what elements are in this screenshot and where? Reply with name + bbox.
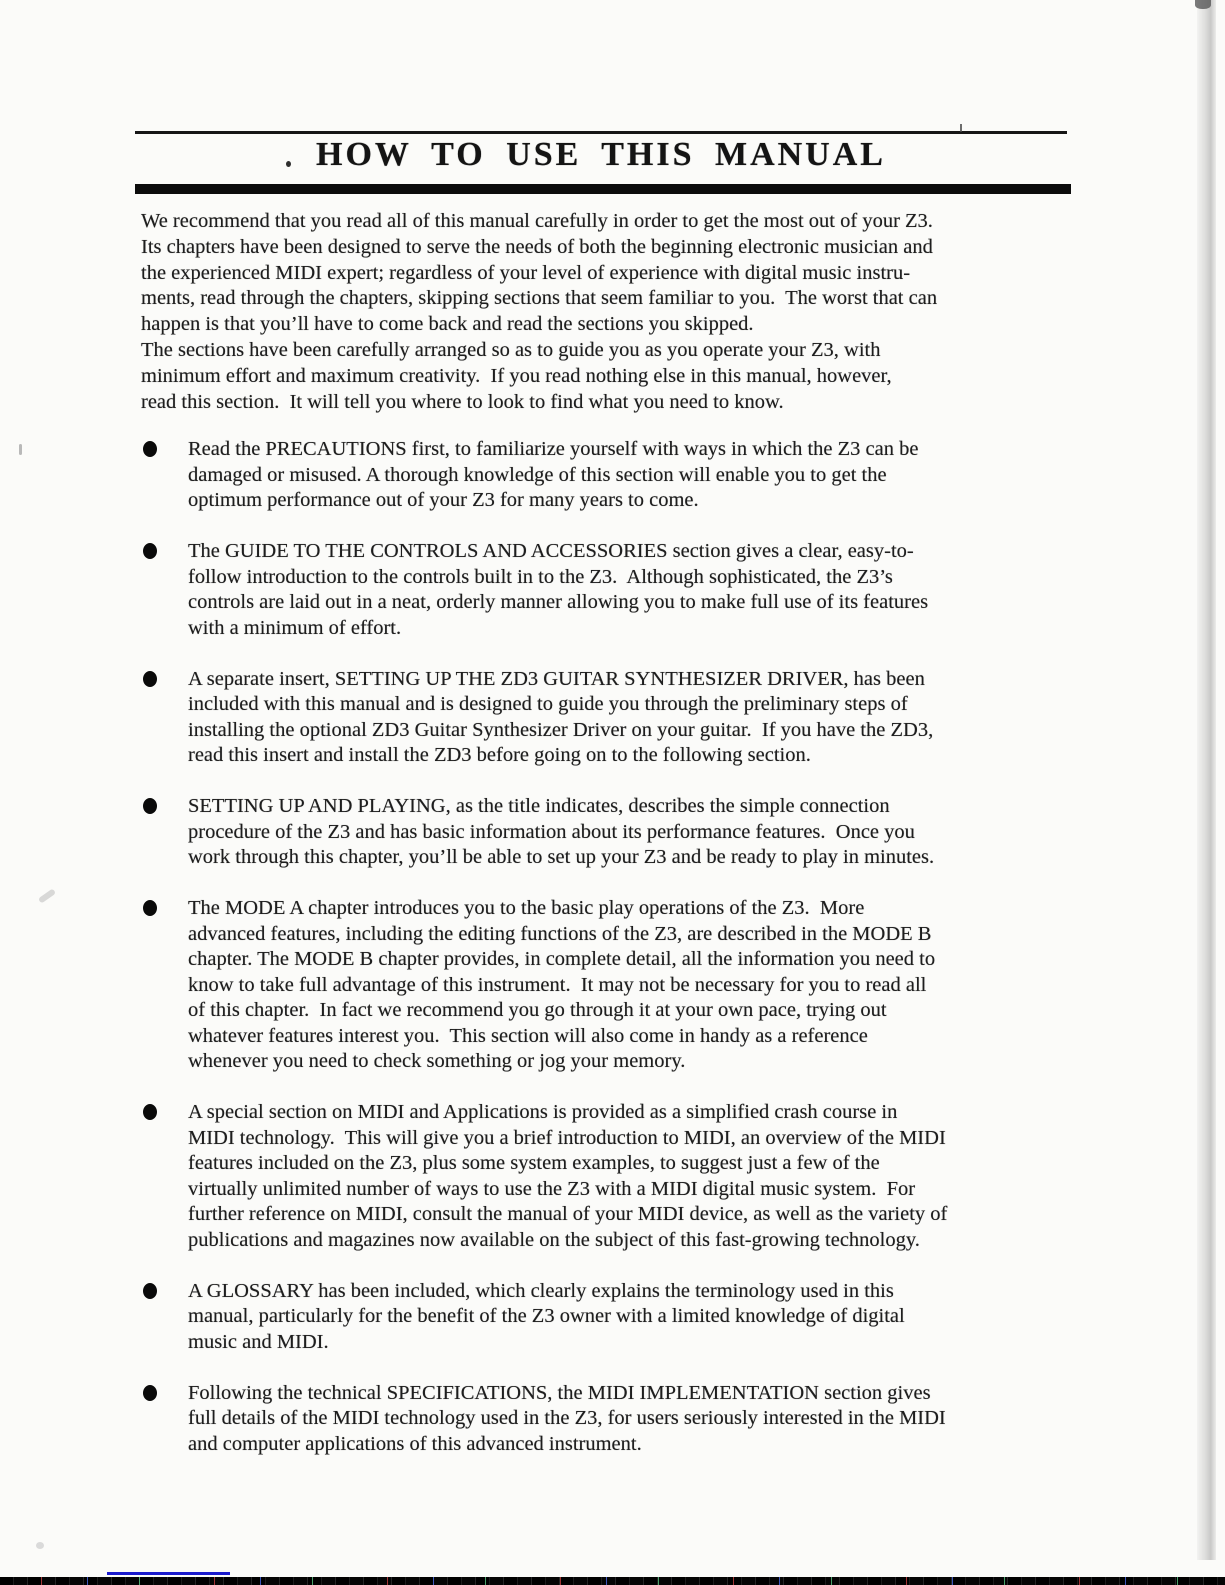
bullet-item [143,667,1103,769]
bullet-line: procedure of the Z3 and has basic information about its performance features. Once you [188,820,915,843]
page-title: HOW TO USE THIS MANUAL [316,136,886,173]
bullet-item [143,896,1103,1075]
intro-line: read this section. It will tell you where to look to find what you need to know. [141,390,784,413]
bullet-item [143,1381,1103,1458]
scan-artifact-tick [960,124,962,132]
bullet-text [188,1279,905,1356]
scan-artifact [36,1542,44,1549]
bullet-line: damaged or misused. A thorough knowledge of this section will enable you to get the [188,463,887,486]
bullet-line: The MODE A chapter introduces you to the basic play operations of the Z3. More [188,897,865,919]
bullet-item [143,794,1103,871]
intro-line: The sections have been carefully arranged so as to guide you as you operate your Z3, with [141,338,881,361]
bullet-line: and computer applications of this advanced instrument. [188,1432,642,1455]
bullet-line: whatever features interest you. This section will also come in handy as a reference [188,1024,868,1047]
bullet-text [188,1100,947,1253]
bullet-line: full details of the MIDI technology used in the Z3, for users seriously interested in the MIDI [188,1407,946,1429]
bullet-line: read this insert and install the ZD3 before going on to the following section. [188,744,811,766]
header-top-rule [135,131,1067,134]
bullet-line: Read the PRECAUTIONS first, to familiarize yourself with ways in which the Z3 can be [188,438,919,460]
bullet-line: controls are laid out in a neat, orderly manner allowing you to make full use of its features [188,591,929,613]
bullet-line: of this chapter. In fact we recommend you go through it at your own pace, trying out [188,999,887,1021]
bullet-line: A special section on MIDI and Applications is provided as a simplified crash course in [188,1101,898,1123]
bullet-line: included with this manual and is designed to guide you through the preliminary steps of [188,693,908,715]
bullet-item [143,1279,1103,1356]
scan-edge-shadow-top [1195,0,1211,9]
bullet-line: features included on the Z3, plus some system examples, to suggest just a few of the [188,1152,880,1174]
bullet-dot-icon [143,441,157,457]
scan-artifact [19,444,22,455]
bullet-dot-icon [143,1283,157,1299]
bullet-line: further reference on MIDI, consult the manual of your MIDI device, as well as the variety of [188,1203,948,1225]
bullet-line: optimum performance out of your Z3 for many years to come. [188,489,699,511]
intro-line: happen is that you’ll have to come back and read the sections you skipped. [141,313,754,336]
bullet-item [143,437,1103,514]
bullet-dot-icon [143,1104,157,1120]
bullet-item [143,1100,1103,1253]
bullet-line: installing the optional ZD3 Guitar Synthesizer Driver on your guitar. If you have the ZD3, [188,718,934,741]
bullet-line: Following the technical SPECIFICATIONS, the MIDI IMPLEMENTATION section gives [188,1381,931,1404]
intro-line: Its chapters have been designed to serve the needs of both the beginning electronic musician and [141,235,933,258]
bullet-dot-icon [143,671,157,687]
bullet-dot-icon [143,900,157,916]
bullet-text [188,794,934,871]
scan-bottom-edge-bar [0,1577,1225,1585]
bullet-line: virtually unlimited number of ways to use the Z3 with a MIDI digital music system. For [188,1177,916,1200]
intro-paragraph [141,209,1101,415]
bullet-dot-icon [143,543,157,559]
bullet-line: publications and magazines now available on the subject of this fast-growing technology. [188,1228,920,1251]
bullet-line: The GUIDE TO THE CONTROLS AND ACCESSORIES section gives a clear, easy-to- [188,540,914,562]
scan-edge-shadow [1197,0,1216,1560]
bullet-line: SETTING UP AND PLAYING, as the title indicates, describes the simple connection [188,795,890,817]
scan-artifact [38,888,56,903]
bullet-text [188,1381,946,1458]
intro-line: ments, read through the chapters, skipping sections that seem familiar to you. The worst that can [141,287,938,310]
bullet-dot-icon [143,798,157,814]
bullet-item [143,539,1103,641]
bullet-line: music and MIDI. [188,1330,329,1353]
bullet-line: whenever you need to check something or jog your memory. [188,1050,686,1072]
intro-line: minimum effort and maximum creativity. If you read nothing else in this manual, however, [141,364,892,387]
intro-line: the experienced MIDI expert; regardless of your level of experience with digital music instru- [141,261,911,284]
bullet-line: follow introduction to the controls built in to the Z3. Although sophisticated, the Z3’s [188,565,893,588]
bullet-line: A separate insert, SETTING UP THE ZD3 GUITAR SYNTHESIZER DRIVER, has been [188,667,925,690]
bullet-text [188,539,928,641]
intro-line: We recommend that you read all of this manual carefully in order to get the most out of your Z3. [141,210,933,232]
bullet-line: work through this chapter, you’ll be able to set up your Z3 and be ready to play in minutes. [188,846,935,868]
bullet-line: with a minimum of effort. [188,616,402,639]
bullet-text [188,896,935,1075]
footer-blue-rule [107,1572,230,1575]
bullet-list [143,437,1103,1483]
bullet-line: advanced features, including the editing functions of the Z3, are described in the MODE B [188,922,932,945]
bullet-text [188,667,933,769]
bullet-line: MIDI technology. This will give you a brief introduction to MIDI, an overview of the MIDI [188,1126,946,1149]
bullet-text [188,437,918,514]
bullet-line: A GLOSSARY has been included, which clearly explains the terminology used in this [188,1279,894,1302]
header-bottom-rule [135,184,1071,194]
bullet-dot-icon [143,1385,157,1401]
bullet-line: manual, particularly for the benefit of the Z3 owner with a limited knowledge of digital [188,1305,905,1327]
scan-artifact-dot [286,161,291,167]
bullet-line: chapter. The MODE B chapter provides, in complete detail, all the information you need to [188,948,936,970]
bullet-line: know to take full advantage of this instrument. It may not be necessary for you to read all [188,973,927,996]
